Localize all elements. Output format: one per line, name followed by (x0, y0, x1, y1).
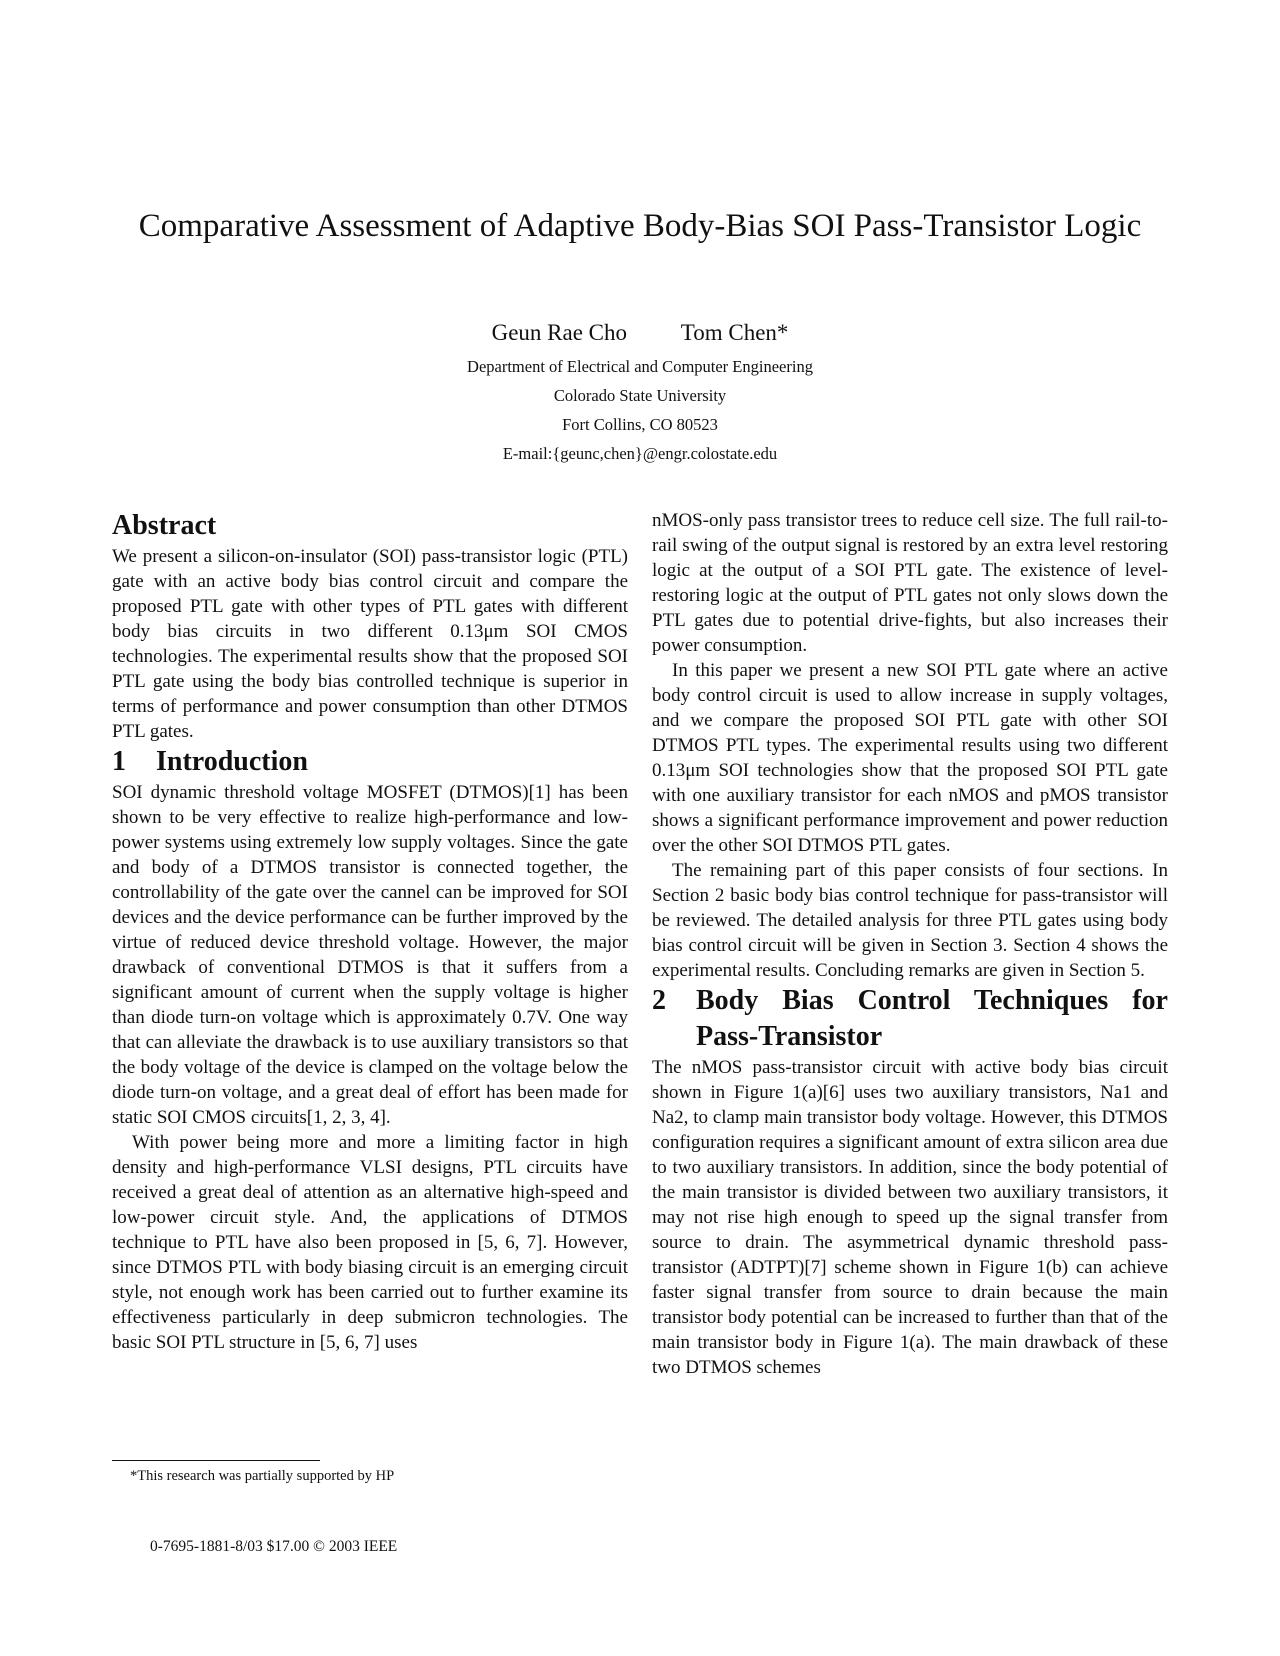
abstract-text: We present a silicon-on-insulator (SOI) pass-transistor logic (PTL) gate with an active body bias control circuit and compare the proposed PTL gate with other types of PTL gates with different body bias circuits in two different 0.13μm SOI CMOS technologies. The experimental results show that the proposed SOI PTL gate using the body bias controlled technique is superior in terms of performance and power consumption than other DTMOS PTL gates. (112, 546, 628, 742)
paper-title: Comparative Assessment of Adaptive Body-Bias SOI Pass-Transistor Logic (138, 208, 1142, 244)
left-column (112, 508, 628, 1355)
section-number: 2 (652, 985, 666, 1016)
intro-paragraph: In this paper we present a new SOI PTL gate where an active body control circuit is used to allow increase in supply voltages, and we compare the proposed SOI PTL gate with other SOI DTMOS PTL types. The experimental results using two different 0.13μm SOI technologies show that the proposed SOI PTL gate with one auxiliary transistor for each nMOS and pMOS transistor shows a significant performance improvement and power reduction over the other SOI DTMOS PTL gates. (652, 660, 1168, 856)
copyright-notice: 0-7695-1881-8/03 $17.00 © 2003 IEEE (150, 1538, 398, 1555)
affiliation-city: Fort Collins, CO 80523 (562, 415, 718, 434)
footnote-divider (112, 1460, 320, 1461)
affiliation-block (0, 352, 1280, 468)
intro-paragraph: With power being more and more a limiting factor in high density and high-performance VLSI designs, PTL circuits have received a great deal of attention as an alternative high-speed and low-power circuit style. And, the applications of DTMOS technique to PTL have also been proposed in [5, 6, 7]. However, since DTMOS PTL with body biasing circuit is an emerging circuit style, not enough work has been carried out to further examine its effectiveness particularly in deep submicron technologies. The basic SOI PTL structure in [5, 6, 7] uses (112, 1132, 628, 1353)
affiliation-university: Colorado State University (553, 386, 727, 405)
affiliation-department: Department of Electrical and Computer Engineering (467, 357, 813, 376)
right-column (652, 508, 1168, 1380)
intro-paragraph: nMOS-only pass transistor trees to reduce cell size. The full rail-to-rail swing of the output signal is restored by an extra level restoring logic at the output of a SOI PTL gate. The existence of level-restoring logic at the output of PTL gates not only slows down the PTL gates due to potential drive-fights, but also increases their power consumption. (652, 510, 1168, 656)
section-number: 1 (112, 746, 126, 777)
section-title: Body Bias Control Techniques for Pass-Transistor (696, 985, 1168, 1052)
section-title: Introduction (156, 746, 308, 777)
author-name: Geun Rae Cho (491, 320, 628, 345)
footnote: *This research was partially supported by HP (130, 1468, 395, 1484)
affiliation-email: E-mail:{geunc,chen}@engr.colostate.edu (502, 444, 778, 463)
author-list (0, 318, 1280, 348)
section-heading-introduction (112, 744, 628, 780)
section2-paragraph: The nMOS pass-transistor circuit with active body bias circuit shown in Figure 1(a)[6] uses two auxiliary transistors, Na1 and Na2, to clamp main transistor body voltage. However, this DTMOS configuration requires a significant amount of extra silicon area due to two auxiliary transistors. In addition, since the body potential of the main transistor is divided between two auxiliary transistors, it may not rise high enough to speed up the signal transfer from source to drain. The asymmetrical dynamic threshold pass-transistor (ADTPT)[7] scheme shown in Figure 1(b) can achieve faster signal transfer from source to drain because the main transistor body potential can be increased to further than that of the main transistor body in Figure 1(a). The main drawback of these two DTMOS schemes (652, 1057, 1168, 1378)
author-name: Tom Chen* (680, 320, 789, 345)
intro-paragraph: SOI dynamic threshold voltage MOSFET (DTMOS)[1] has been shown to be very effective to realize high-performance and low-power systems using extremely low supply voltages. Since the gate and body of a DTMOS transistor is connected together, the controllability of the gate over the cannel can be improved for SOI devices and the device performance can be further improved by the virtue of reduced device threshold voltage. However, the major drawback of conventional DTMOS is that it suffers from a significant amount of current when the supply voltage is higher than diode turn-on voltage which is approximately 0.7V. One way that can alleviate the drawback is to use auxiliary transistors so that the body voltage of the device is clamped on the voltage below the diode turn-on voltage, and a great deal of effort has been made for static SOI CMOS circuits[1, 2, 3, 4]. (112, 782, 628, 1128)
section-heading-body-bias (652, 983, 1168, 1055)
abstract-heading: Abstract (112, 510, 217, 541)
intro-paragraph: The remaining part of this paper consists of four sections. In Section 2 basic body bias control technique for pass-transistor will be reviewed. The detailed analysis for three PTL gates using body bias control circuit will be given in Section 3. Section 4 shows the experimental results. Concluding remarks are given in Section 5. (652, 860, 1168, 981)
